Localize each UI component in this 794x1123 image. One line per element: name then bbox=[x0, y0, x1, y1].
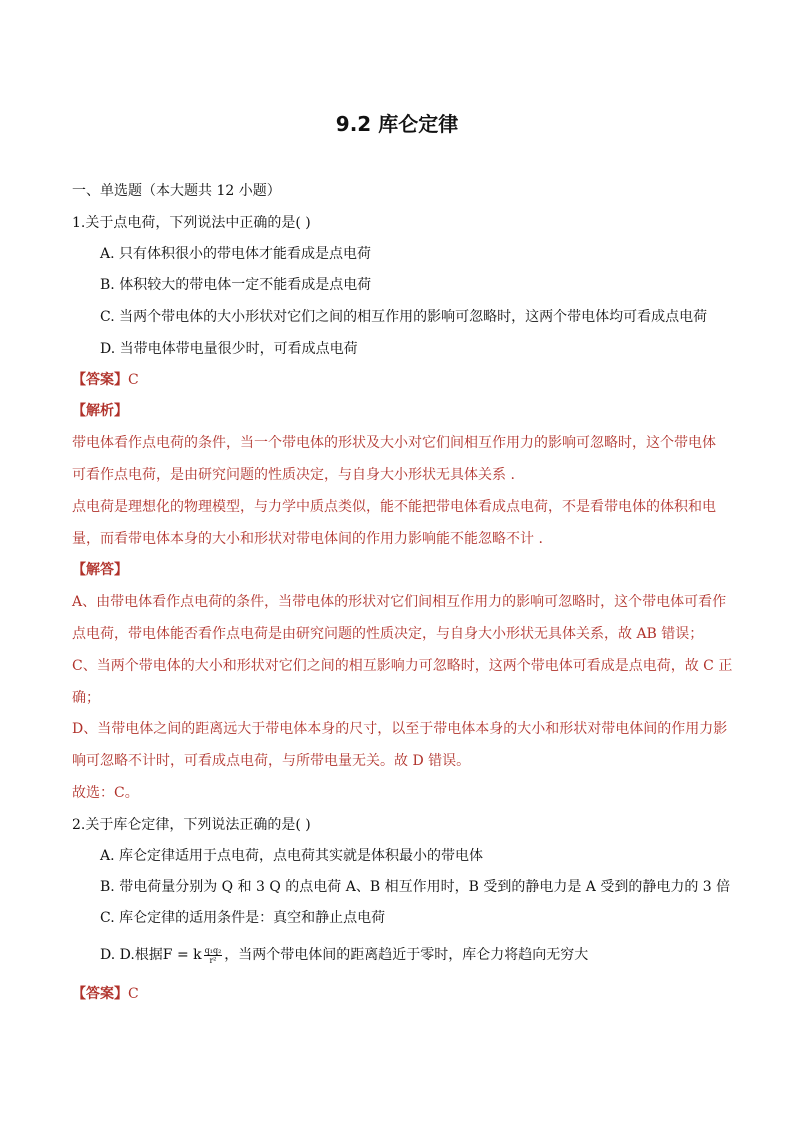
option-d-suffix: ，当两个带电体间的距离趋近于零时，库仑力将趋向无穷大 bbox=[224, 947, 589, 963]
option-d-prefix: D. D.根据F = k bbox=[100, 947, 202, 963]
solution-label: 【解答】 bbox=[72, 562, 128, 578]
question-2-option-b: B. 带电荷量分别为 Q 和 3 Q 的点电荷 A、B 相互作用时，B 受到的静电力是 A 受到的静电力的 3 倍 bbox=[100, 879, 731, 895]
solution-line: D、当带电体之间的距离远大于带电体本身的尺寸，以至于带电体本身的大小和形状对带电体间的作用力影 bbox=[72, 721, 728, 737]
question-2-option-c: C. 库仑定律的适用条件是：真空和静止点电荷 bbox=[100, 910, 386, 926]
question-1-solution-label bbox=[72, 559, 128, 581]
solution-line: C、当两个带电体的大小和形状对它们之间的相互影响力可忽略时，这两个带电体可看成是点电荷，故 C 正 bbox=[72, 658, 733, 674]
page-title: 9.2 库仑定律 bbox=[335, 112, 459, 136]
question-1-answer bbox=[72, 369, 139, 391]
answer-value: C bbox=[128, 986, 139, 1002]
solution-line: 点电荷，带电体能否看作点电荷是由研究问题的性质决定，与自身大小形状无具体关系，故 AB 错误； bbox=[72, 626, 704, 642]
answer-label: 【答案】 bbox=[72, 986, 128, 1002]
analysis-line: 点电荷是理想化的物理模型，与力学中质点类似，能不能把带电体看成点电荷，不是看带电体的体积和电 bbox=[72, 499, 716, 515]
question-1-option-a: A. 只有体积很小的带电体才能看成是点电荷 bbox=[100, 246, 372, 262]
analysis-line: 带电体看作点电荷的条件，当一个带电体的形状及大小对它们间相互作用力的影响可忽略时，这个带电体 bbox=[72, 435, 716, 451]
analysis-line: 可看作点电荷，是由研究问题的性质决定，与自身大小形状无具体关系 . bbox=[72, 467, 515, 483]
question-2-option-a: A. 库仑定律适用于点电荷，点电荷其实就是体积最小的带电体 bbox=[100, 848, 484, 864]
formula-numerator: q₁q₂ bbox=[204, 945, 222, 955]
section-heading: 一、单选题（本大题共 12 小题） bbox=[72, 183, 281, 199]
question-2-option-d bbox=[100, 944, 588, 970]
question-2-answer bbox=[72, 983, 139, 1005]
question-1-option-b: B. 体积较大的带电体一定不能看成是点电荷 bbox=[100, 277, 372, 293]
question-1-option-c: C. 当两个带电体的大小形状对它们之间的相互作用的影响可忽略时，这两个带电体均可看成点电荷 bbox=[100, 309, 708, 325]
analysis-line: 量，而看带电体本身的大小和形状对带电体间的作用力影响能不能忽略不计 . bbox=[72, 531, 543, 547]
answer-value: C bbox=[128, 372, 139, 388]
coulomb-formula-fraction bbox=[204, 946, 223, 965]
analysis-label: 【解析】 bbox=[72, 403, 128, 419]
question-2-stem: 2.关于库仑定律，下列说法正确的是( ) bbox=[72, 817, 311, 833]
solution-line: 确； bbox=[72, 690, 100, 706]
solution-line: 响可忽略不计时，可看成点电荷，与所带电量无关。故 D 错误。 bbox=[72, 753, 471, 769]
question-1-analysis-label bbox=[72, 400, 128, 422]
solution-line: A、由带电体看作点电荷的条件，当带电体的形状对它们间相互作用力的影响可忽略时，这个带电体可看作 bbox=[72, 594, 727, 610]
question-1-stem: 1.关于点电荷，下列说法中正确的是( ) bbox=[72, 215, 311, 231]
formula-denominator: r² bbox=[209, 955, 217, 965]
answer-label: 【答案】 bbox=[72, 372, 128, 388]
question-1-option-d: D. 当带电体带电量很少时，可看成点电荷 bbox=[100, 341, 358, 357]
question-1-conclusion: 故选：C。 bbox=[72, 785, 139, 801]
